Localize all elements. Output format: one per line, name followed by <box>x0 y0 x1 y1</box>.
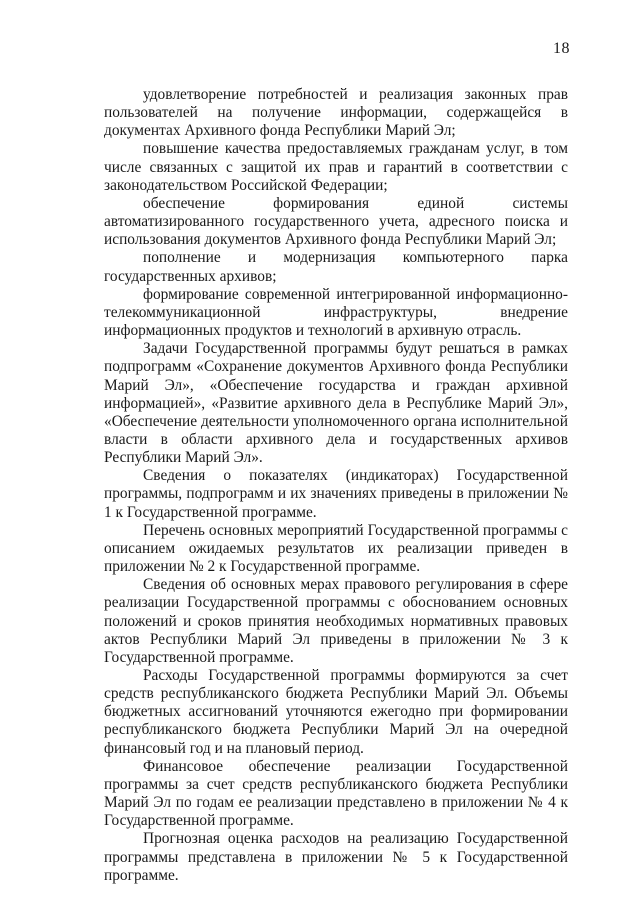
paragraph-activities-appendix-2: Перечень основных мероприятий Государственной программы с описанием ожидаемых результатов их реализации приведен в приложении № 2 к Государственной программе. <box>104 521 568 576</box>
paragraph-program-tasks: Задачи Государственной программы будут решаться в рамках подпрограмм «Сохранение документов Архивного фонда Республики Марий Эл», «Обеспечение государства и граждан архивной информацией», «Развитие архивного дела в Республике Марий Эл», «Обеспечение деятельности уполномоченного органа исполнительной власти в области архивного дела и государственных архивов Республики Марий Эл». <box>104 340 568 467</box>
paragraph-legal-regulation-appendix-3: Сведения об основных мерах правового регулирования в сфере реализации Государственной программы с обоснованием основных положений и сроков принятия необходимых нормативных правовых актов Республики Марий Эл приведены в приложении № 3 к Государственной программе. <box>104 576 568 666</box>
paragraph-rights-of-users: удовлетворение потребностей и реализация законных прав пользователей на получение информации, содержащейся в документах Архивного фонда Республики Марий Эл; <box>104 86 568 140</box>
paragraph-infrastructure: формирование современной интегрированной информационно-телекоммуникационной инфраструктуры, внедрение информационных продуктов и технологий в архивную отрасль. <box>104 285 568 340</box>
paragraph-service-quality: повышение качества предоставляемых гражданам услуг, в том числе связанных с защитой их прав и гарантий в соответствии с законодательством Российской Федерации; <box>104 140 568 194</box>
paragraph-automated-system: обеспечение формирования единой системы автоматизированного государственного учета, адресного поиска и использования документов Архивного фонда Республики Марий Эл; <box>104 194 568 249</box>
paragraph-indicators-appendix-1: Сведения о показателях (индикаторах) Государственной программы, подпрограмм и их значениях приведены в приложении № 1 к Государственной программе. <box>104 467 568 521</box>
page-number: 18 <box>553 40 570 57</box>
paragraph-financing-appendix-4: Финансовое обеспечение реализации Государственной программы за счет средств республиканского бюджета Республики Марий Эл по годам ее реализации представлено в приложении № 4 к Государственной программе. <box>104 757 568 830</box>
document-body <box>104 86 568 885</box>
paragraph-computer-park: пополнение и модернизация компьютерного парка государственных архивов; <box>104 249 568 285</box>
paragraph-program-expenses: Расходы Государственной программы формируются за счет средств республиканского бюджета Республики Марий Эл. Объемы бюджетных ассигнований уточняются ежегодно при формировании республиканского бюджета Республики Марий Эл на очередной финансовый год и на плановый период. <box>104 667 568 757</box>
paragraph-forecast-appendix-5: Прогнозная оценка расходов на реализацию Государственной программы представлена в приложении № 5 к Государственной программе. <box>104 830 568 884</box>
